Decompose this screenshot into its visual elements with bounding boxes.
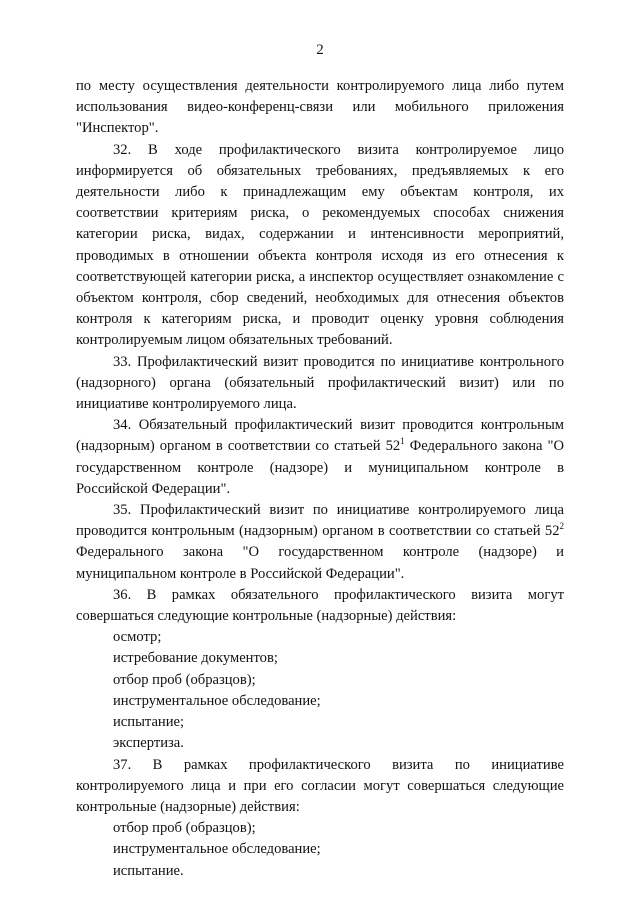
paragraph-35-text-after: Федерального закона "О государственном контроле (надзоре) и муниципальном контроле в Российской Федерации". — [76, 544, 564, 582]
document-body — [76, 76, 564, 882]
paragraph-continuation: по месту осуществления деятельности контролируемого лица либо путем использования видео-конференц-связи или мобильного приложения "Инспектор". — [76, 78, 564, 137]
list-36-item: инструментальное обследование; — [113, 692, 321, 709]
paragraph-32: 32. В ходе профилактического визита контролируемое лицо информируется об обязательных требованиях, предъявляемых к его деятельности либо к принадлежащим ему объектам контроля, их соответствии критериям риска, о рекомендуемых способах снижения категории риска, видах, содержании и интенсивности мероприятий, проводимых в отношении объекта контроля исходя из его отнесения к соответствующей категории риска, а инспектор осуществляет ознакомление с объектом контроля, сбор сведений, необходимых для отнесения объектов контроля к категориям риска, и проводит оценку уровня соблюдения контролируемым лицом обязательных требований. — [76, 141, 564, 349]
list-37-item: инструментальное обследование; — [113, 841, 321, 858]
paragraph-34-text-before: 34. Обязательный профилактический визит проводится контрольным (надзорным) органом в соответствии со статьей 52 — [76, 417, 564, 455]
list-36-item: истребование документов; — [113, 650, 278, 667]
paragraph-36: 36. В рамках обязательного профилактического визита могут совершаться следующие контрольные (надзорные) действия: — [76, 586, 564, 625]
list-36-item: отбор проб (образцов); — [113, 671, 256, 688]
page-number: 2 — [316, 42, 324, 58]
list-36-item: осмотр; — [113, 629, 162, 646]
paragraph-35-text-before: 35. Профилактический визит по инициативе контролируемого лица проводится контрольным (надзорным) органом в соответствии со статьей 52 — [76, 502, 564, 540]
list-36-item: экспертиза. — [113, 735, 184, 752]
paragraph-35-superscript: 2 — [559, 521, 564, 532]
paragraph-37: 37. В рамках профилактического визита по инициативе контролируемого лица и при его согласии могут совершаться следующие контрольные (надзорные) действия: — [76, 756, 564, 815]
paragraph-34-text-after: Федерального закона "О государственном контроле (надзоре) и муниципальном контроле в Российской Федерации". — [76, 438, 564, 497]
list-36-item: испытание; — [113, 714, 185, 731]
paragraph-34-superscript: 1 — [400, 436, 405, 447]
paragraph-33: 33. Профилактический визит проводится по инициативе контрольного (надзорного) органа (обязательный профилактический визит) или по инициативе контролируемого лица. — [76, 353, 564, 413]
list-37-item: отбор проб (образцов); — [113, 820, 256, 837]
paragraph-34 — [76, 415, 564, 500]
list-37-item: испытание. — [113, 862, 184, 879]
paragraph-35 — [76, 500, 564, 585]
